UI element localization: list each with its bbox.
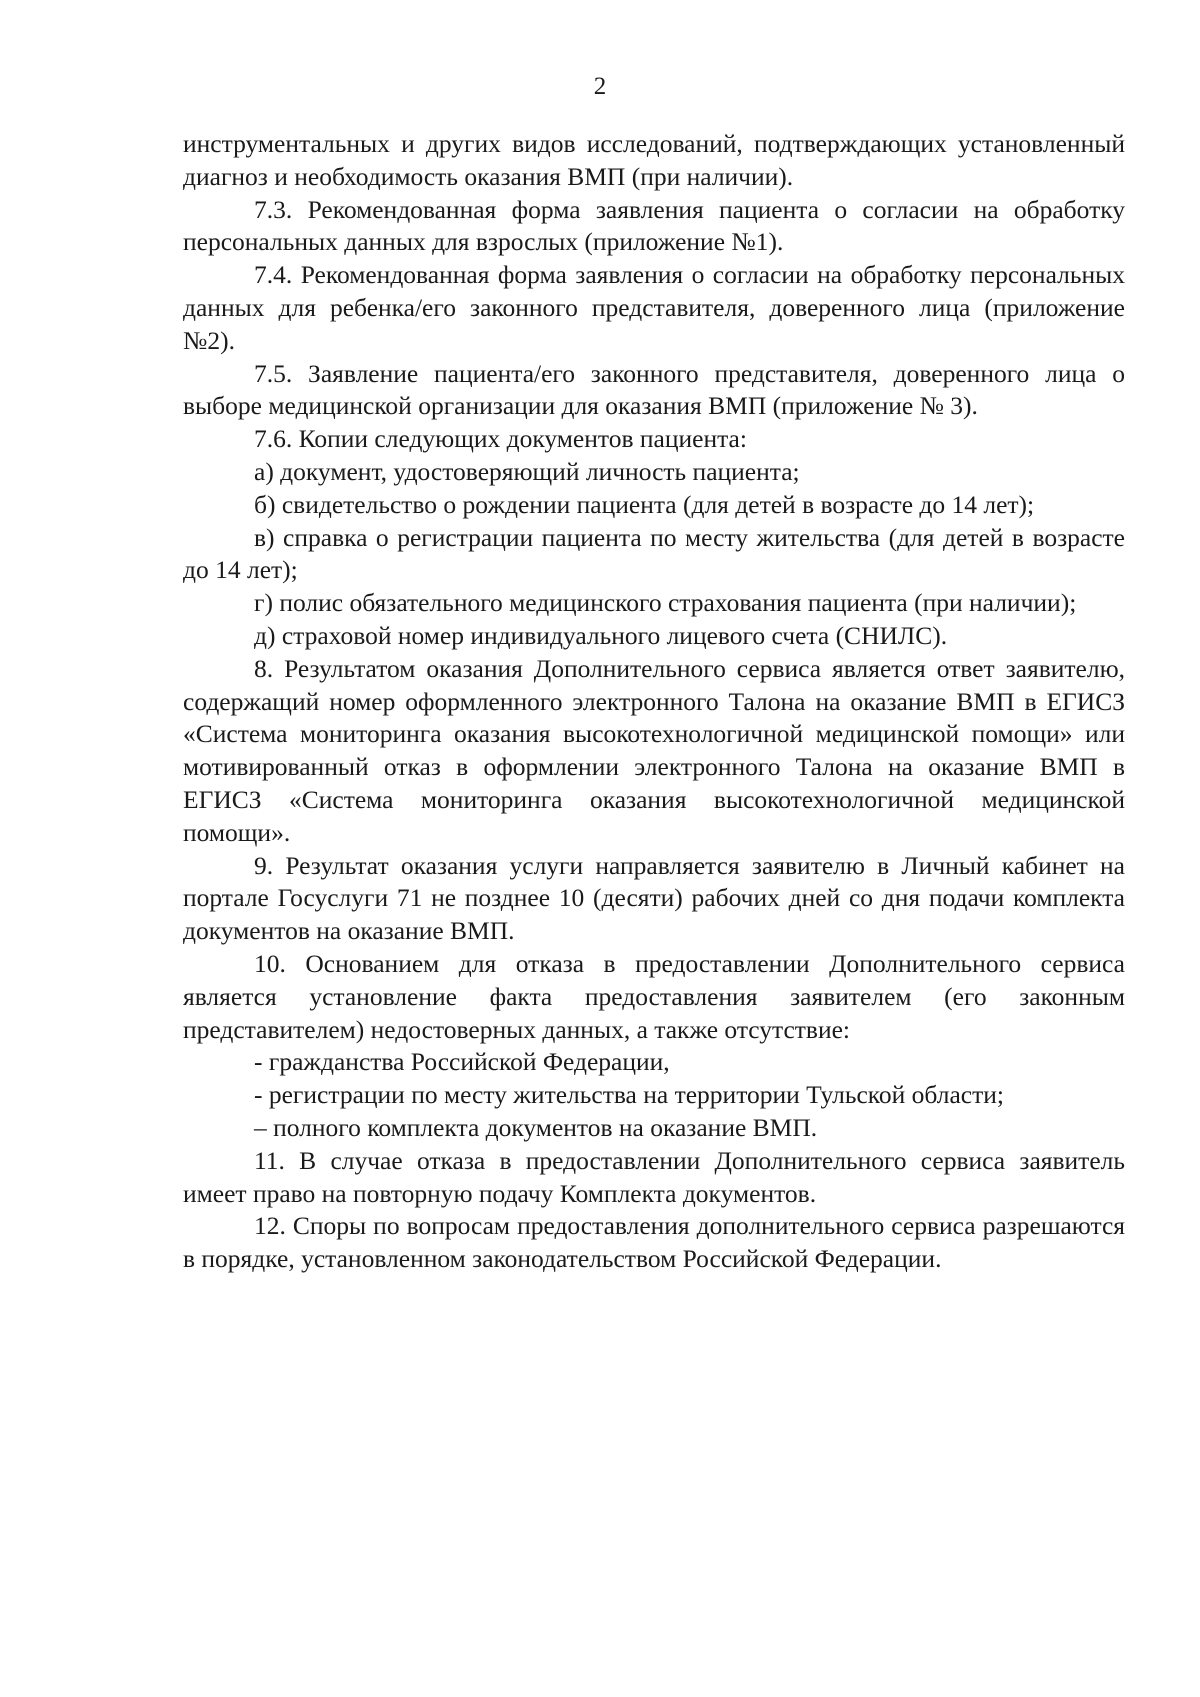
paragraph-7-4: 7.4. Рекомендованная форма заявления о согласии на обработку персональных данных для ребенка/его законного представителя, доверенного лица (приложение №2). [183,260,1125,355]
paragraph-8: 8. Результатом оказания Дополнительного сервиса является ответ заявителю, содержащий номер оформленного электронного Талона на оказание ВМП в ЕГИСЗ «Система мониторинга оказания высокотехнологичной медицинской помощи» или мотивированный отказ в оформлении электронного Талона на оказание ВМП в ЕГИСЗ «Система мониторинга оказания высокотехнологичной медицинской помощи». [183,653,1125,847]
list-item-7-6-g: г) полис обязательного медицинского страхования пациента (при наличии); [254,588,1077,618]
list-item-10-registration: - регистрации по месту жительства на территории Тульской области; [254,1080,1004,1110]
paragraph-7-3: 7.3. Рекомендованная форма заявления пациента о согласии на обработку персональных данных для взрослых (приложение №1). [183,194,1125,257]
list-item-7-6-a: а) документ, удостоверяющий личность пациента; [254,456,800,486]
paragraph-11: 11. В случае отказа в предоставлении Дополнительного сервиса заявитель имеет право на повторную подачу Комплекта документов. [183,1145,1125,1208]
paragraph-7-5: 7.5. Заявление пациента/его законного представителя, доверенного лица о выборе медицинской организации для оказания ВМП (приложение № 3). [183,358,1125,421]
paragraph-9: 9. Результат оказания услуги направляется заявителю в Личный кабинет на портале Госуслуги 71 не позднее 10 (десяти) рабочих дней со дня подачи комплекта документов на оказание ВМП. [183,850,1125,946]
list-item-7-6-v: в) справка о регистрации пациента по месту жительства (для детей в возрасте до 14 лет); [183,522,1125,585]
paragraph-7-6: 7.6. Копии следующих документов пациента: [254,424,747,454]
list-item-7-6-b: б) свидетельство о рождении пациента (для детей в возрасте до 14 лет); [254,489,1035,519]
list-item-10-documents: – полного комплекта документов на оказание ВМП. [254,1112,818,1142]
paragraph-12: 12. Споры по вопросам предоставления дополнительного сервиса разрешаются в порядке, установленном законодательством Российской Федерации. [183,1211,1125,1274]
page-number: 2 [593,73,607,100]
document-body [183,128,1125,1276]
list-item-7-6-d: д) страховой номер индивидуального лицевого счета (СНИЛС). [254,620,948,650]
paragraph-continuation: инструментальных и других видов исследований, подтверждающих установленный диагноз и необходимость оказания ВМП (при наличии). [183,129,1125,191]
list-item-10-citizenship: - гражданства Российской Федерации, [254,1047,670,1077]
paragraph-10: 10. Основанием для отказа в предоставлении Дополнительного сервиса является установление факта предоставления заявителем (его законным представителем) недостоверных данных, а также отсутствие: [183,948,1125,1044]
